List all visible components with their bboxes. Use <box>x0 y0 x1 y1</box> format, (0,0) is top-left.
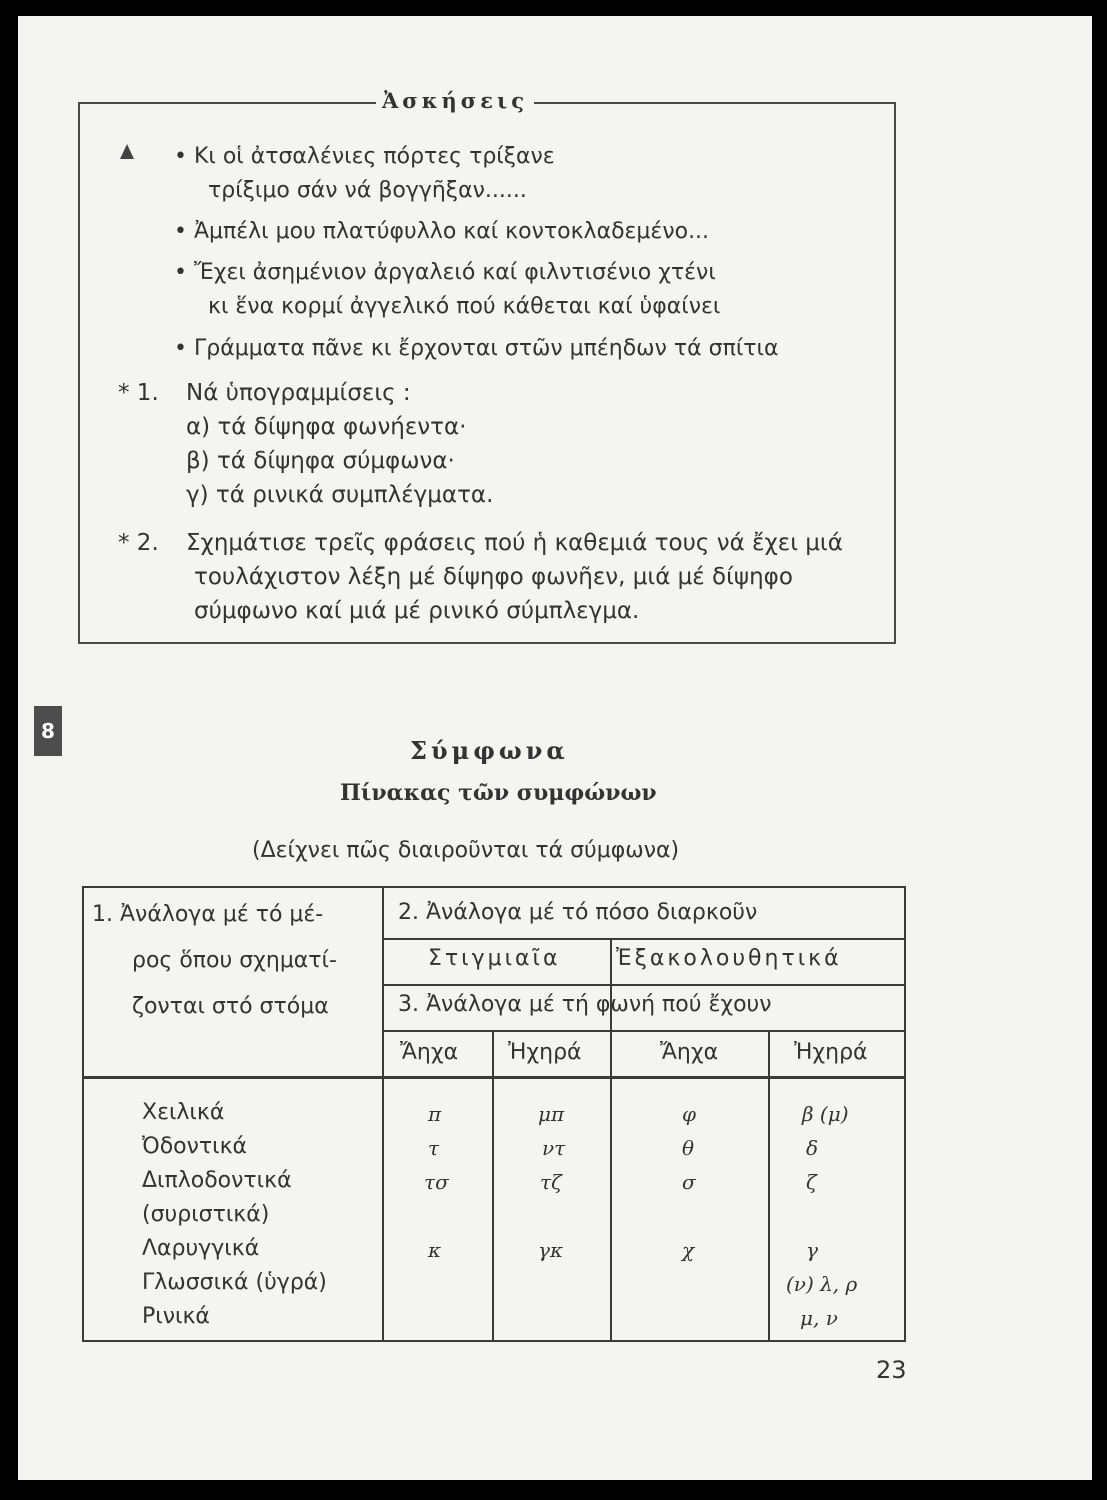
subcol-voiced: Ἠχηρά <box>794 1040 868 1065</box>
table-divider <box>82 1076 906 1079</box>
task-line: τουλάχιστον λέξη μέ δίψηφο φωνῆεν, μιά μέ δίψηφο <box>194 564 793 590</box>
col-header-place: 1. Ἀνάλογα μέ τό μέ- <box>92 902 324 927</box>
section-heading: Σύμφωνα <box>410 736 569 765</box>
cell: δ <box>806 1136 819 1160</box>
cell: σ <box>682 1170 696 1194</box>
cell: β (μ) <box>802 1102 849 1126</box>
cell: φ <box>682 1102 697 1126</box>
duration-header: 2. Ἀνάλογα μέ τό πόσο διαρκοῦν <box>398 900 758 925</box>
task-line: α) τά δίψηφα φωνήεντα· <box>186 414 467 440</box>
col-header-place: ρος ὅπου σχηματί- <box>132 948 337 973</box>
triangle-icon <box>120 144 134 159</box>
table-divider <box>382 984 906 986</box>
col-header-place: ζονται στό στόμα <box>132 994 329 1019</box>
book-page <box>18 16 1092 1480</box>
task-line: β) τά δίψηφα σύμφωνα· <box>186 448 455 474</box>
table-border <box>82 886 84 1342</box>
cell: (ν) λ, ρ <box>786 1272 858 1296</box>
row-label: Λαρυγγικά <box>142 1236 260 1261</box>
table-divider <box>768 1030 770 1342</box>
exercises-title: Ἀσκήσεις <box>376 88 534 113</box>
task-marker: * 1. <box>118 380 159 406</box>
task-line: γ) τά ρινικά συμπλέγματα. <box>186 482 494 508</box>
row-label: Διπλοδοντικά <box>142 1168 292 1193</box>
consonants-table <box>82 886 906 1342</box>
cell: ζ <box>806 1170 817 1194</box>
row-label: Ρινικά <box>142 1304 210 1329</box>
task-marker: * 2. <box>118 530 159 556</box>
row-label: (συριστικά) <box>142 1202 270 1227</box>
table-note: (Δείχνει πῶς διαιροῦνται τά σύμφωνα) <box>252 838 680 863</box>
verse-line: • Ἀμπέλι μου πλατύφυλλο καί κοντοκλαδεμένο... <box>174 219 710 244</box>
cell: ντ <box>542 1136 566 1160</box>
cell: τσ <box>424 1170 449 1194</box>
cell: θ <box>682 1136 695 1160</box>
voice-header: 3. Ἀνάλογα μέ τή φωνή πού ἔχουν <box>398 992 772 1017</box>
table-divider <box>382 938 906 940</box>
task-line: Σχημάτισε τρεῖς φράσεις πού ἡ καθεμιά τους νά ἔχει μιά <box>186 530 843 556</box>
table-border <box>82 1340 906 1342</box>
table-divider <box>382 886 384 1342</box>
task-line: Νά ὑπογραμμίσεις : <box>186 380 411 406</box>
table-border <box>82 886 906 888</box>
cell: κ <box>428 1238 442 1262</box>
verse-line: κι ἕνα κορμί ἀγγελικό πού κάθεται καί ὑφαίνει <box>208 294 721 319</box>
stops-header: Στιγμιαῖα <box>428 946 561 971</box>
verse-line: • Ἔχει ἀσημένιον ἀργαλειό καί φιλντισένιο χτένι <box>174 260 716 285</box>
task-line: σύμφωνο καί μιά μέ ρινικό σύμπλεγμα. <box>194 598 640 624</box>
cell: μπ <box>538 1102 565 1126</box>
verse-line: • Κι οἱ ἀτσαλένιες πόρτες τρίξανε <box>174 144 555 169</box>
subcol-voiceless: Ἄηχα <box>660 1040 719 1065</box>
page-number: 23 <box>876 1356 907 1384</box>
row-label: Γλωσσικά (ὑγρά) <box>142 1270 327 1295</box>
table-divider <box>492 1030 494 1342</box>
cell: μ, ν <box>800 1306 838 1330</box>
cell: χ <box>682 1238 695 1262</box>
cell: γ <box>806 1238 818 1262</box>
table-divider <box>610 1030 612 1342</box>
subcol-voiced: Ἠχηρά <box>508 1040 582 1065</box>
table-border <box>904 886 906 1342</box>
row-label: Ὀδοντικά <box>142 1134 248 1159</box>
cell: γκ <box>538 1238 564 1262</box>
cell: τζ <box>540 1170 562 1194</box>
cell: π <box>428 1102 442 1126</box>
continuants-header: Ἐξακολουθητικά <box>616 946 842 971</box>
table-divider <box>382 1030 906 1032</box>
row-label: Χειλικά <box>142 1100 225 1125</box>
cell: τ <box>428 1136 440 1160</box>
subcol-voiceless: Ἄηχα <box>400 1040 459 1065</box>
verse-line: τρίξιμο σάν νά βογγῆξαν...... <box>208 178 527 203</box>
table-title: Πίνακας τῶν συμφώνων <box>340 780 657 806</box>
section-number-badge: 8 <box>34 706 62 756</box>
verse-line: • Γράμματα πᾶνε κι ἔρχονται στῶν μπέηδων τά σπίτια <box>174 336 779 361</box>
